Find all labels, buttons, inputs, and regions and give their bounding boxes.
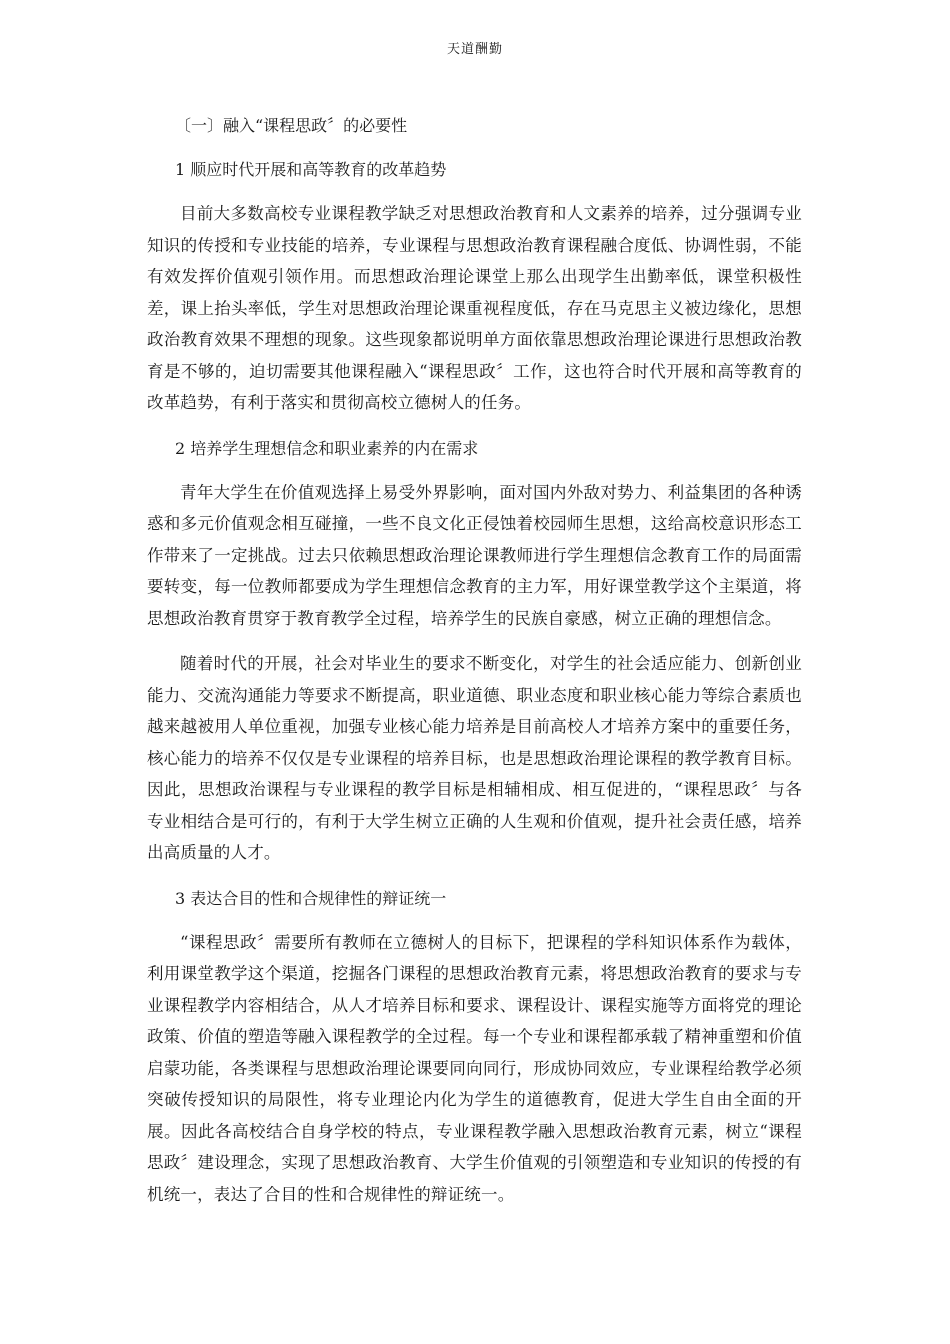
document-body [147, 110, 802, 1224]
paragraph: 随着时代的开展，社会对毕业生的要求不断变化，对学生的社会适应能力、创新创业能力、交流沟通能力等要求不断提高，职业道德、职业态度和职业核心能力等综合素质也越来越被用人单位重视，加强专业核心能力培养是目前高校人才培养方案中的重要任务，核心能力的培养不仅仅是专业课程的培养目标，也是思想政治理论课程的教学教育目标。因此，思想政治课程与专业课程的教学目标是相辅相成、相互促进的，“课程思政〞与各专业相结合是可行的，有利于大学生树立正确的人生观和价值观，提升社会责任感，培养出高质量的人才。 [147, 654, 802, 862]
subsection-1-heading: 1 顺应时代开展和高等教育的改革趋势 [175, 160, 447, 179]
subsection-3-heading: 3 表达合目的性和合规律性的辩证统一 [175, 888, 447, 908]
paragraph: “课程思政〞需要所有教师在立德树人的目标下，把课程的学科知识体系作为载体，利用课堂教学这个渠道，挖掘各门课程的思想政治教育元素，将思想政治教育的要求与专业课程教学内容相结合，从人才培养目标和要求、课程设计、课程实施等方面将党的理论政策、价值的塑造等融入课程教学的全过程。每一个专业和课程都承载了精神重塑和价值启蒙功能，各类课程与思想政治理论课要同向同行，形成协同效应，专业课程给教学必须突破传授知识的局限性，将专业理论内化为学生的道德教育，促进大学生自由全面的开展。因此各高校结合自身学校的特点，专业课程教学融入思想政治教育元素，树立“课程思政〞建设理念，实现了思想政治教育、大学生价值观的引领塑造和专业知识的传授的有机统一，表达了合目的性和合规律性的辩证统一。 [147, 932, 802, 1204]
paragraph: 青年大学生在价值观选择上易受外界影响，面对国内外敌对势力、利益集团的各种诱惑和多元价值观念相互碰撞，一些不良文化正侵蚀着校园师生思想，这给高校意识形态工作带来了一定挑战。过去只依赖思想政治理论课教师进行学生理想信念教育工作的局面需要转变，每一位教师都要成为学生理想信念教育的主力军，用好课堂教学这个主渠道，将思想政治教育贯穿于教育教学全过程，培养学生的民族自豪感，树立正确的理想信念。 [147, 482, 802, 628]
page-header: 天道酬勤 [446, 42, 503, 57]
subsection-2-heading: 2 培养学生理想信念和职业素养的内在需求 [175, 438, 479, 458]
section-title: 〔一〕融入“课程思政〞的必要性 [175, 116, 408, 135]
paragraph: 目前大多数高校专业课程教学缺乏对思想政治教育和人文素养的培养，过分强调专业知识的传授和专业技能的培养，专业课程与思想政治教育课程融合度低、协调性弱，不能有效发挥价值观引领作用。而思想政治理论课堂上那么出现学生出勤率低，课堂积极性差，课上抬头率低，学生对思想政治理论课重视程度低，存在马克思主义被边缘化，思想政治教育效果不理想的现象。这些现象都说明单方面依靠思想政治理论课进行思想政治教育是不够的，迫切需要其他课程融入“课程思政〞工作，这也符合时代开展和高等教育的改革趋势，有利于落实和贯彻高校立德树人的任务。 [147, 204, 802, 412]
